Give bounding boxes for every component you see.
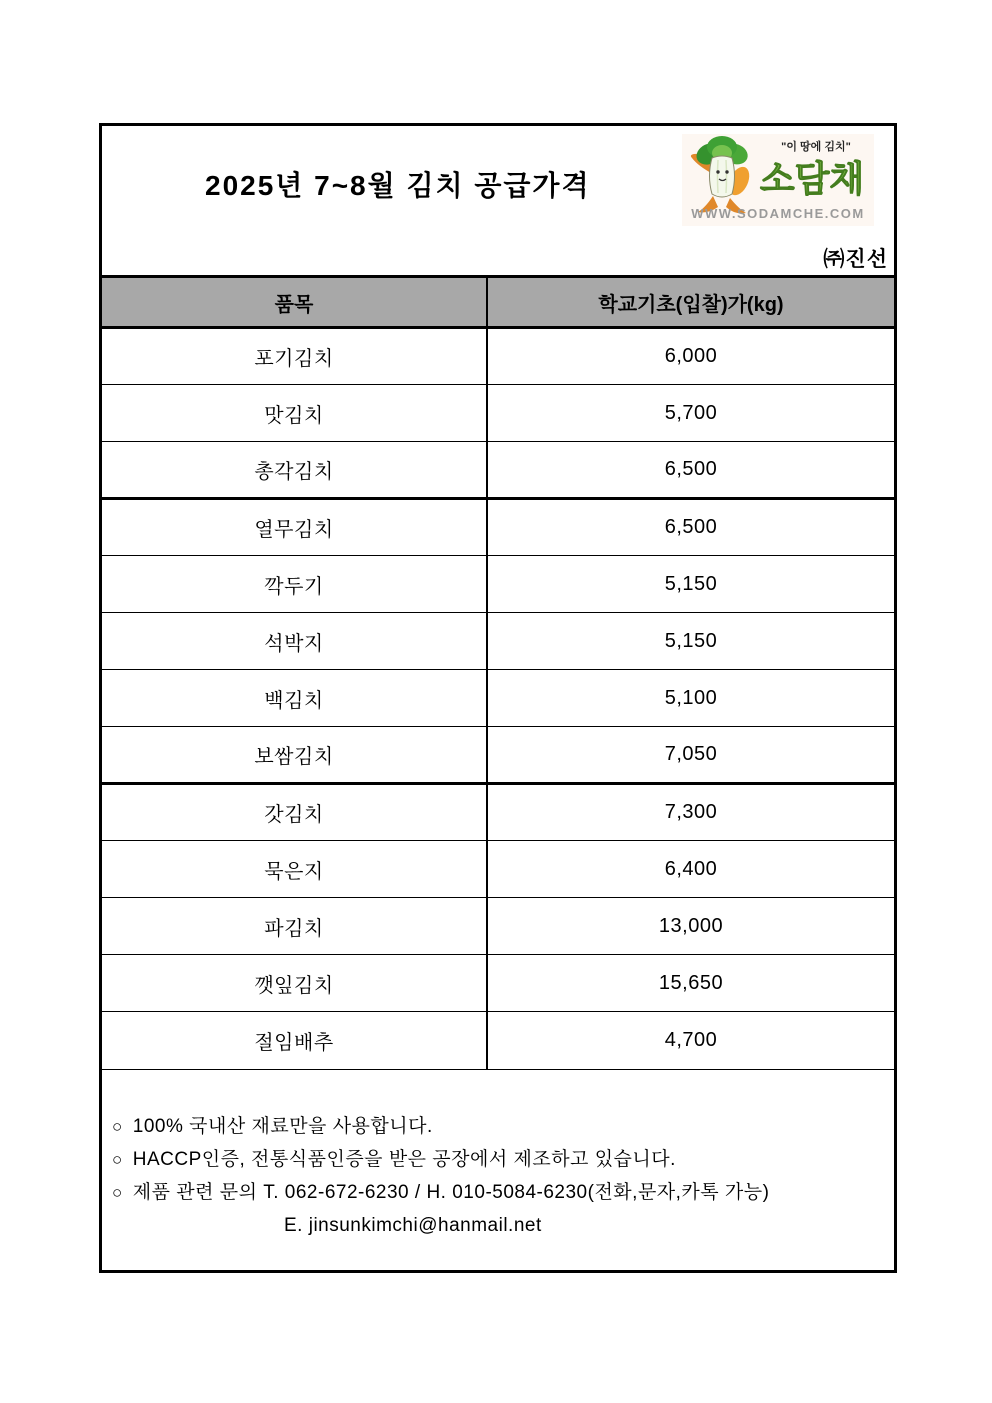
item-name-cell: 갓김치 [102,784,487,841]
notes-section [102,1069,894,1275]
circle-bullet-icon: ○ [112,1182,123,1202]
logo-brand-name: 소담채 [759,158,865,199]
item-price-cell: 15,650 [487,955,894,1012]
table-row [102,841,894,898]
item-price-cell: 7,050 [487,727,894,784]
price-table [102,275,894,1069]
table-row [102,499,894,556]
item-price-cell: 6,500 [487,442,894,499]
note-text: 제품 관련 문의 T. 062-672-6230 / H. 010-5084-6230(전화,문자,카톡 가능) [132,1181,770,1203]
item-price-cell: 5,150 [487,613,894,670]
item-name-cell: 파김치 [102,898,487,955]
table-row [102,670,894,727]
circle-bullet-icon: ○ [112,1116,123,1136]
price-table-body [102,328,894,1069]
logo-tagline: "이 땅에 김치" [781,141,851,153]
table-row [102,556,894,613]
item-name-cell: 보쌈김치 [102,727,487,784]
table-row [102,1012,894,1069]
item-name-cell: 포기김치 [102,328,487,385]
item-price-cell: 5,100 [487,670,894,727]
note-line [112,1143,894,1176]
note-line [112,1110,894,1143]
table-row [102,784,894,841]
table-row [102,385,894,442]
circle-bullet-icon: ○ [112,1149,123,1169]
title-section [102,126,894,275]
item-name-cell: 묵은지 [102,841,487,898]
table-row [102,442,894,499]
header-price: 학교기초(입찰)가(kg) [487,277,894,328]
item-name-cell: 석박지 [102,613,487,670]
item-price-cell: 4,700 [487,1012,894,1069]
item-price-cell: 5,700 [487,385,894,442]
item-name-cell: 총각김치 [102,442,487,499]
table-row [102,727,894,784]
note-text: HACCP인증, 전통식품인증을 받은 공장에서 제조하고 있습니다. [132,1148,676,1170]
company-label: ㈜진선 [823,248,888,271]
item-price-cell: 13,000 [487,898,894,955]
item-name-cell: 깻잎김치 [102,955,487,1012]
item-name-cell: 열무김치 [102,499,487,556]
item-price-cell: 5,150 [487,556,894,613]
sodamche-logo-graphic [682,134,874,226]
item-name-cell: 맛김치 [102,385,487,442]
logo-website: WWW.SODAMCHE.COM [691,206,865,221]
table-row [102,955,894,1012]
item-name-cell: 깍두기 [102,556,487,613]
header-item: 품목 [102,277,487,328]
price-table-header-row [102,277,894,328]
document-frame [99,123,897,1273]
note-line [112,1176,894,1209]
item-price-cell: 7,300 [487,784,894,841]
note-email-line: E. jinsunkimchi@hanmail.net [284,1214,542,1236]
table-row [102,328,894,385]
table-row [102,898,894,955]
page-title: 2025년 7~8월 김치 공급가격 [205,170,591,201]
item-price-cell: 6,500 [487,499,894,556]
item-price-cell: 6,000 [487,328,894,385]
note-text: 100% 국내산 재료만을 사용합니다. [132,1115,433,1137]
item-name-cell: 백김치 [102,670,487,727]
table-row [102,613,894,670]
sodamche-logo [682,134,874,226]
item-name-cell: 절임배추 [102,1012,487,1069]
item-price-cell: 6,400 [487,841,894,898]
